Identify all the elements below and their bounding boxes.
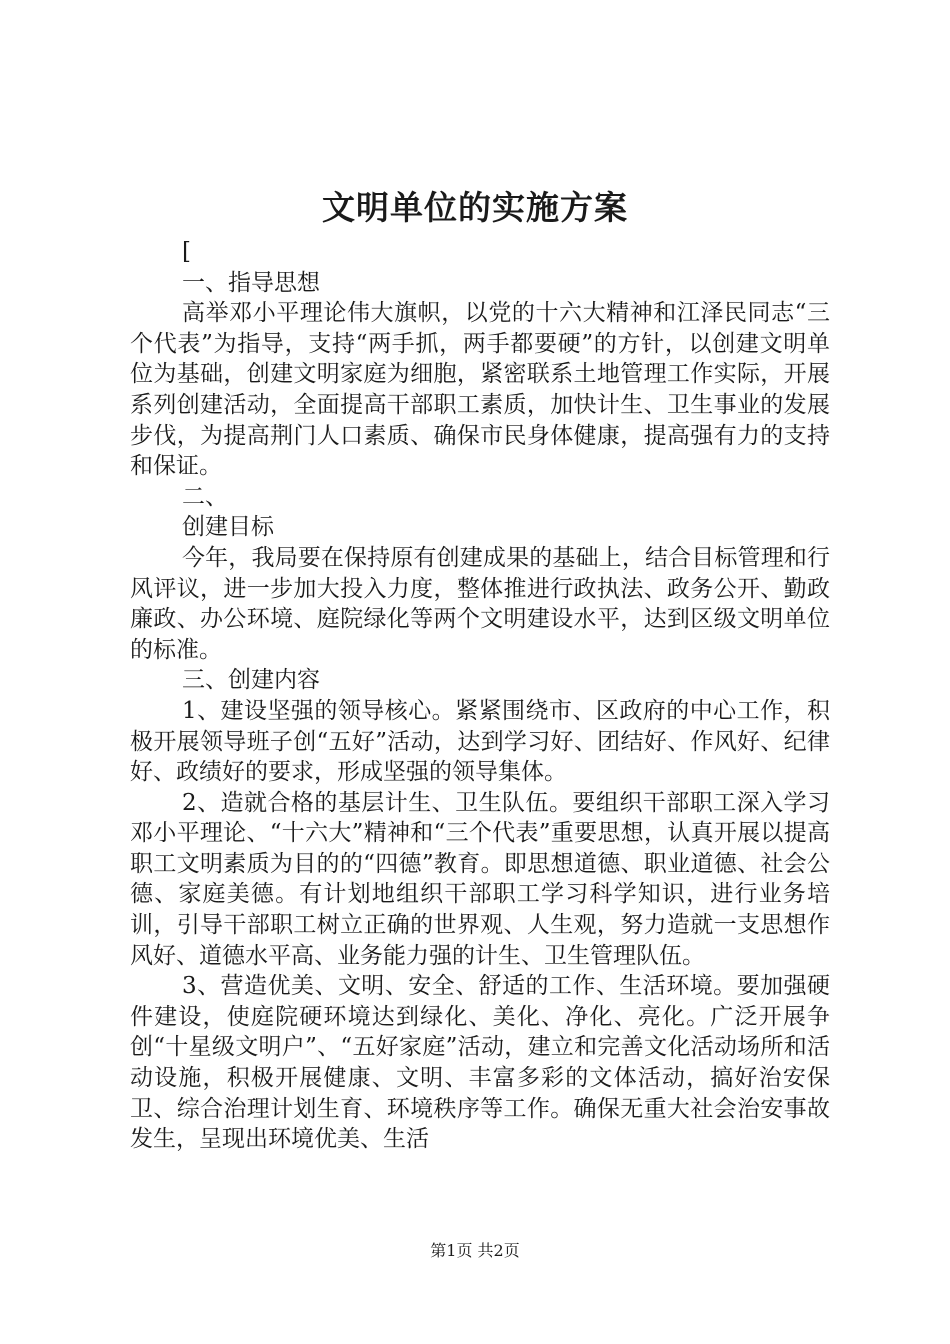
paragraph-goals: 今年，我局要在保持原有创建成果的基础上，结合目标管理和行风评议，进一步加大投入力度，整体推进行政执法、政务公开、勤政廉政、办公环境、庭院绿化等两个文明建设水平，达到区级文明单位的标准。 bbox=[130, 544, 830, 663]
section-number-two: 二、 bbox=[182, 483, 228, 510]
bracket-mark: [ bbox=[182, 239, 191, 265]
paragraph-item-1: 1、建设坚强的领导核心。紧紧围绕市、区政府的中心工作，积极开展领导班子创“五好”活动，达到学习好、团结好、作风好、纪律好、政绩好的要求，形成坚强的领导集体。 bbox=[130, 697, 830, 786]
section-heading-goals: 创建目标 bbox=[182, 514, 274, 541]
section-heading-content: 三、创建内容 bbox=[182, 667, 320, 694]
paragraph-guiding-thought: 高举邓小平理论伟大旗帜，以党的十六大精神和江泽民同志“三个代表”为指导，支持“两手抓，两手都要硬”的方针，以创建文明单位为基础，创建文明家庭为细胞，紧密联系土地管理工作实际，开展系列创建活动，全面提高干部职工素质，加快计生、卫生事业的发展步伐，为提高荆门人口素质、确保市民身体健康，提高强有力的支持和保证。 bbox=[130, 300, 830, 480]
paragraph-item-2: 2、造就合格的基层计生、卫生队伍。要组织干部职工深入学习邓小平理论、“十六大”精神和“三个代表”重要思想，认真开展以提高职工文明素质为目的的“四德”教育。即思想道德、职业道德、社会公德、家庭美德。有计划地组织干部职工学习科学知识，进行业务培训，引导干部职工树立正确的世界观、人生观，努力造就一支思想作风好、道德水平高、业务能力强的计生、卫生管理队伍。 bbox=[130, 789, 830, 969]
document-title: 文明单位的实施方案 bbox=[322, 188, 628, 227]
page-number: 第1页 共2页 bbox=[430, 1241, 520, 1260]
paragraph-item-3: 3、营造优美、文明、安全、舒适的工作、生活环境。要加强硬件建设，使庭院硬环境达到绿化、美化、净化、亮化。广泛开展争创“十星级文明户”、“五好家庭”活动，建立和完善文化活动场所和活动设施，积极开展健康、文明、丰富多彩的文体活动，搞好治安保卫、综合治理计划生育、环境秩序等工作。确保无重大社会治安事故发生，呈现出环境优美、生活 bbox=[130, 973, 830, 1153]
section-heading-guiding-thought: 一、指导思想 bbox=[182, 269, 320, 296]
document-body bbox=[130, 237, 830, 1155]
